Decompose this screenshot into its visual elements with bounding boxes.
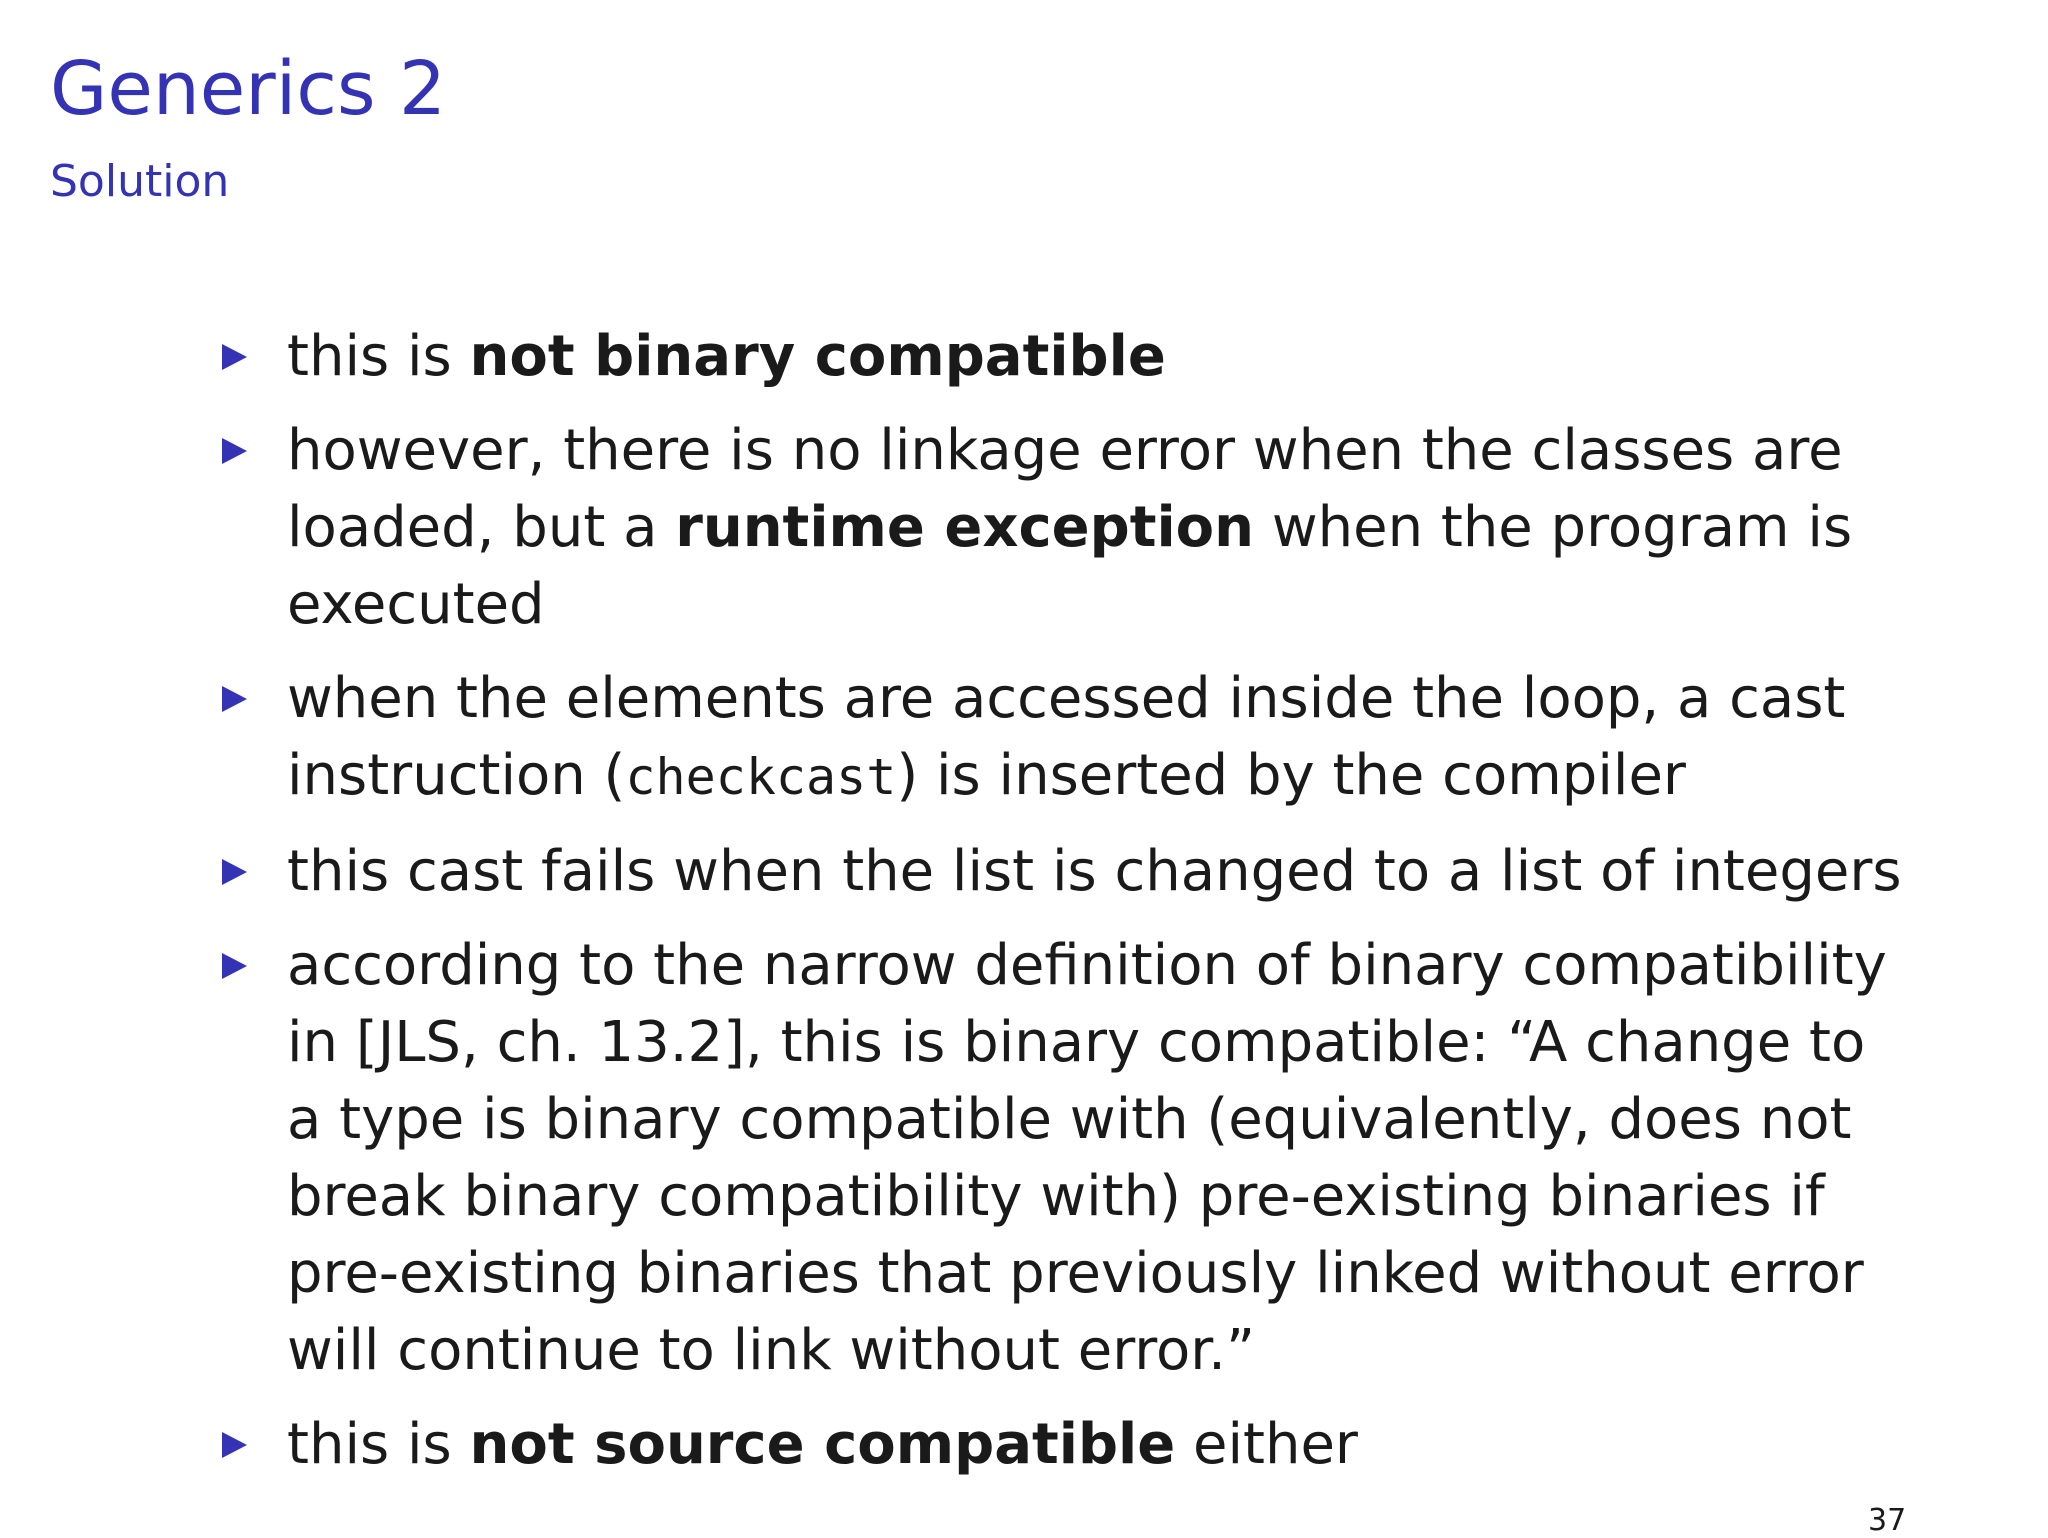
emphasis: runtime exception (675, 495, 1255, 560)
list-item (222, 927, 1902, 1389)
emphasis: not binary compatible (469, 324, 1166, 389)
list-item (222, 412, 1902, 643)
list-item-text: when the elements are accessed inside the loop, a cast instruction (checkcast) is inserted by the compiler (287, 666, 1846, 808)
triangle-right-icon (222, 859, 247, 885)
triangle-right-icon (222, 344, 247, 370)
list-item (222, 1406, 1902, 1483)
list-item (222, 660, 1902, 816)
list-item-text: this cast fails when the list is changed to a list of integers (287, 839, 1902, 904)
list-item-text: however, there is no linkage error when the classes are loaded, but a runtime exception when the program is executed (287, 418, 1853, 637)
page-number: 37 (1868, 1503, 1907, 1538)
emphasis: not source compatible (469, 1412, 1176, 1477)
list-item-text: this is not binary compatible (287, 324, 1166, 389)
triangle-right-icon (222, 953, 247, 979)
slide-subtitle: Solution (50, 156, 230, 207)
triangle-right-icon (222, 1432, 247, 1458)
triangle-right-icon (222, 686, 247, 712)
bullet-list (222, 318, 1902, 1500)
list-item (222, 318, 1902, 395)
slide-title: Generics 2 (50, 46, 447, 132)
list-item-text: according to the narrow definition of binary compatibility in [JLS, ch. 13.2], this is binary compatible: “A change to a type is binary compatible with (equivalently, does not break binary compatibility with) pre-existing binaries if pre-existing binaries that previously linked without error will continue to link without error.” (287, 933, 1887, 1383)
list-item-text: this is not source compatible either (287, 1412, 1358, 1477)
code-keyword: checkcast (625, 748, 897, 806)
triangle-right-icon (222, 438, 247, 464)
list-item (222, 833, 1902, 910)
